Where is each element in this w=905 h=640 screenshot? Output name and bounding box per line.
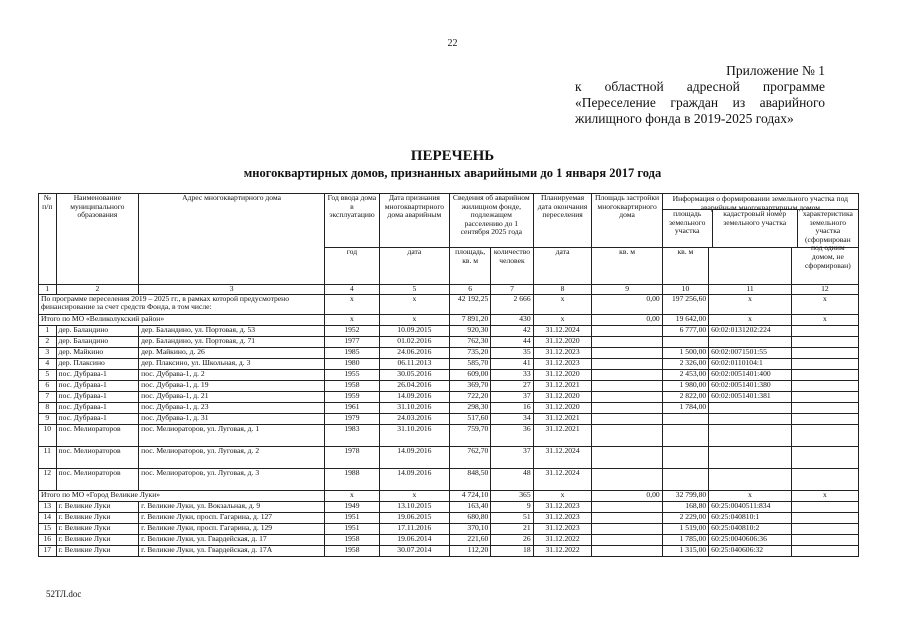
cell-year: 1952 — [325, 325, 380, 336]
table-row — [39, 468, 859, 490]
housing-table — [38, 193, 859, 557]
cell-mun: г. Великие Луки — [56, 523, 139, 534]
cell-cad: 60:25:040606:32 — [709, 545, 792, 556]
cell-year: 1983 — [325, 424, 380, 446]
header-cadastral: кадастровый номер земельного участка — [713, 210, 798, 247]
group-total-area: 7 891,20 — [450, 314, 491, 325]
cell-char — [791, 336, 858, 347]
group-total-year: х — [325, 490, 380, 501]
column-number: 9 — [592, 285, 662, 295]
group-total-build-area: 0,00 — [592, 314, 662, 325]
group-total-planned: х — [533, 490, 592, 501]
cell-planned: 31.12.2021 — [533, 413, 592, 424]
appendix-line-4: жилищного фонда в 2019-2025 годах» — [575, 111, 794, 126]
cell-char — [791, 523, 858, 534]
program-total-char: х — [791, 294, 858, 314]
cell-date: 30.07.2014 — [379, 545, 449, 556]
program-total-label: По программе переселения 2019 – 2025 гг., в рамках которой предусмотрено финансирование за счет средств Фонда, в том числе: — [39, 294, 325, 314]
cell-cad: 60:25:0040511:834 — [709, 501, 792, 512]
program-total-build-area: 0,00 — [592, 294, 662, 314]
cell-mun: г. Великие Луки — [56, 534, 139, 545]
cell-people: 35 — [491, 347, 533, 358]
cell-people: 37 — [491, 391, 533, 402]
appendix-block — [575, 63, 825, 127]
header-municipality: Наименование муниципального образования — [56, 194, 139, 285]
cell-num: 6 — [39, 380, 57, 391]
column-number: 10 — [662, 285, 708, 295]
program-total — [39, 294, 859, 314]
table-row — [39, 380, 859, 391]
cell-year: 1959 — [325, 391, 380, 402]
program-total-planned: х — [533, 294, 592, 314]
cell-mun: пос. Мелиораторов — [56, 468, 139, 490]
cell-addr: г. Великие Луки, ул. Гвардейская, д. 17 — [139, 534, 325, 545]
cell-cad — [709, 424, 792, 446]
header-recognized: Дата признания многоквартирного дома аварийным — [379, 194, 449, 248]
cell-char — [791, 424, 858, 446]
header-address: Адрес многоквартирного дома — [139, 194, 325, 285]
table-row — [39, 545, 859, 556]
group-total-cadastral: х — [709, 490, 792, 501]
cell-planned: 31.12.2020 — [533, 402, 592, 413]
cell-bld — [592, 512, 662, 523]
table-row — [39, 347, 859, 358]
cell-addr: пос. Дубрава-1, д. 21 — [139, 391, 325, 402]
cell-num: 2 — [39, 336, 57, 347]
cell-area: 762,70 — [450, 446, 491, 468]
cell-mun: пос. Дубрава-1 — [56, 369, 139, 380]
cell-char — [791, 501, 858, 512]
cell-land: 1 500,00 — [662, 347, 708, 358]
cell-area: 517,60 — [450, 413, 491, 424]
cell-cad: 60:25:040810:1 — [709, 512, 792, 523]
cell-addr: г. Великие Луки, ул. Гвардейская, д. 17А — [139, 545, 325, 556]
cell-mun: г. Великие Луки — [56, 512, 139, 523]
cell-people: 18 — [491, 545, 533, 556]
header-empty-cadastral — [709, 248, 792, 285]
header-land-info-title: Информация о формировании земельного участка под аварийным многоквартирным домом — [663, 194, 858, 210]
cell-land — [662, 446, 708, 468]
cell-char — [791, 545, 858, 556]
cell-bld — [592, 534, 662, 545]
cell-year: 1951 — [325, 523, 380, 534]
cell-char — [791, 325, 858, 336]
cell-area: 680,80 — [450, 512, 491, 523]
cell-land: 6 777,00 — [662, 325, 708, 336]
group-total-date: х — [379, 490, 449, 501]
cell-bld — [592, 325, 662, 336]
header-unit-sqm-1: кв. м — [592, 248, 662, 285]
cell-planned: 31.12.2023 — [533, 512, 592, 523]
cell-num: 13 — [39, 501, 57, 512]
page-number: 22 — [447, 38, 458, 49]
cell-char — [791, 358, 858, 369]
cell-planned: 31.12.2021 — [533, 424, 592, 446]
cell-area: 370,10 — [450, 523, 491, 534]
cell-planned: 31.12.2024 — [533, 325, 592, 336]
cell-land: 1 784,00 — [662, 402, 708, 413]
footer-filename: 52ТЛ.doc — [46, 589, 82, 599]
cell-mun: дер. Баландино — [56, 325, 139, 336]
cell-cad: 60:25:0040606:36 — [709, 534, 792, 545]
cell-people: 42 — [491, 325, 533, 336]
cell-bld — [592, 380, 662, 391]
column-number: 12 — [791, 285, 858, 295]
cell-mun: г. Великие Луки — [56, 545, 139, 556]
cell-year: 1958 — [325, 545, 380, 556]
cell-bld — [592, 347, 662, 358]
group-total — [39, 314, 859, 325]
header-unit-date-2: дата — [533, 248, 592, 285]
cell-date: 01.02.2016 — [379, 336, 449, 347]
cell-addr: пос. Дубрава-1, д. 19 — [139, 380, 325, 391]
cell-char — [791, 347, 858, 358]
cell-bld — [592, 391, 662, 402]
cell-planned: 31.12.2024 — [533, 468, 592, 490]
cell-land: 2 229,00 — [662, 512, 708, 523]
cell-land — [662, 413, 708, 424]
cell-year: 1949 — [325, 501, 380, 512]
cell-planned: 31.12.2023 — [533, 358, 592, 369]
table-row — [39, 369, 859, 380]
cell-year: 1955 — [325, 369, 380, 380]
cell-date: 13.10.2015 — [379, 501, 449, 512]
cell-bld — [592, 446, 662, 468]
cell-year: 1951 — [325, 512, 380, 523]
cell-char — [791, 534, 858, 545]
group-total-char: х — [791, 490, 858, 501]
cell-area: 221,60 — [450, 534, 491, 545]
cell-planned: 31.12.2023 — [533, 523, 592, 534]
cell-addr: г. Великие Луки, просп. Гагарина, д. 129 — [139, 523, 325, 534]
column-number: 7 — [491, 285, 533, 295]
header-fund-area: площадь, кв. м — [450, 248, 491, 285]
cell-addr: пос. Мелиораторов, ул. Луговая, д. 1 — [139, 424, 325, 446]
table-row — [39, 512, 859, 523]
cell-land: 1 980,00 — [662, 380, 708, 391]
cell-land — [662, 468, 708, 490]
cell-people: 36 — [491, 424, 533, 446]
cell-bld — [592, 336, 662, 347]
cell-addr: дер. Майкино, д. 26 — [139, 347, 325, 358]
cell-mun: пос. Мелиораторов — [56, 424, 139, 446]
cell-addr: пос. Дубрава-1, д. 23 — [139, 402, 325, 413]
table-row — [39, 336, 859, 347]
document-subtitle: многоквартирных домов, признанных аварийными до 1 января 2017 года — [243, 166, 662, 180]
cell-num: 8 — [39, 402, 57, 413]
group-total-label: Итого по МО «Великолукский район» — [39, 314, 325, 325]
column-number: 4 — [325, 285, 380, 295]
cell-bld — [592, 402, 662, 413]
column-number-row — [39, 285, 859, 295]
cell-bld — [592, 523, 662, 534]
cell-num: 15 — [39, 523, 57, 534]
cell-num: 11 — [39, 446, 57, 468]
cell-year: 1985 — [325, 347, 380, 358]
table-row — [39, 413, 859, 424]
cell-mun: пос. Дубрава-1 — [56, 380, 139, 391]
appendix-line-3: «Переселение граждан из аварийного — [575, 95, 825, 110]
cell-addr: пос. Мелиораторов, ул. Луговая, д. 2 — [139, 446, 325, 468]
cell-date: 10.09.2015 — [379, 325, 449, 336]
cell-cad: 60:02:0051401:380 — [709, 380, 792, 391]
header-land-char: характеристика земельного участка (сформирован под одним домом, не сформирован) — [802, 209, 853, 270]
cell-addr: дер. Баландино, ул. Портовая, д. 71 — [139, 336, 325, 347]
cell-people: 41 — [491, 358, 533, 369]
group-total-land-area: 19 642,00 — [662, 314, 708, 325]
cell-people: 33 — [491, 369, 533, 380]
cell-land: 2 326,00 — [662, 358, 708, 369]
cell-num: 1 — [39, 325, 57, 336]
cell-date: 24.03.2016 — [379, 413, 449, 424]
cell-people: 9 — [491, 501, 533, 512]
header-num: № п/п — [39, 194, 57, 285]
column-number: 2 — [56, 285, 139, 295]
program-total-cadastral: х — [709, 294, 792, 314]
cell-planned: 31.12.2020 — [533, 369, 592, 380]
cell-year: 1978 — [325, 446, 380, 468]
table-row — [39, 358, 859, 369]
cell-area: 112,20 — [450, 545, 491, 556]
group-total-land-area: 32 799,80 — [662, 490, 708, 501]
group-total-build-area: 0,00 — [592, 490, 662, 501]
cell-num: 7 — [39, 391, 57, 402]
cell-area: 735,20 — [450, 347, 491, 358]
cell-planned: 31.12.2024 — [533, 446, 592, 468]
table-row — [39, 325, 859, 336]
header-land-area: площадь земельного участка — [663, 210, 713, 247]
appendix-line-2: к областной адресной программе — [575, 79, 825, 94]
cell-people: 44 — [491, 336, 533, 347]
cell-date: 31.10.2016 — [379, 424, 449, 446]
header-planned-end: Планируемая дата окончания переселения — [533, 194, 592, 248]
cell-date: 17.11.2016 — [379, 523, 449, 534]
cell-mun: дер. Майкино — [56, 347, 139, 358]
cell-num: 17 — [39, 545, 57, 556]
cell-planned: 31.12.2021 — [533, 380, 592, 391]
cell-area: 762,30 — [450, 336, 491, 347]
cell-people: 26 — [491, 534, 533, 545]
cell-cad — [709, 468, 792, 490]
cell-date: 24.06.2016 — [379, 347, 449, 358]
cell-people: 37 — [491, 446, 533, 468]
cell-bld — [592, 545, 662, 556]
cell-area: 609,00 — [450, 369, 491, 380]
cell-people: 16 — [491, 402, 533, 413]
cell-num: 16 — [39, 534, 57, 545]
header-unit-sqm-2: кв. м — [662, 248, 708, 285]
table-row — [39, 534, 859, 545]
cell-cad — [709, 336, 792, 347]
appendix-line-1: Приложение № 1 — [726, 63, 825, 78]
cell-mun: пос. Мелиораторов — [56, 446, 139, 468]
group-total-area: 4 724,10 — [450, 490, 491, 501]
column-number: 5 — [379, 285, 449, 295]
column-number: 11 — [709, 285, 792, 295]
cell-year: 1961 — [325, 402, 380, 413]
cell-date: 06.11.2013 — [379, 358, 449, 369]
cell-addr: пос. Мелиораторов, ул. Луговая, д. 3 — [139, 468, 325, 490]
cell-num: 10 — [39, 424, 57, 446]
cell-date: 19.06.2014 — [379, 534, 449, 545]
column-number: 6 — [450, 285, 491, 295]
cell-land: 168,80 — [662, 501, 708, 512]
cell-cad — [709, 446, 792, 468]
header-unit-date-1: дата — [379, 248, 449, 285]
cell-addr: дер. Баландино, ул. Портовая, д. 53 — [139, 325, 325, 336]
column-number: 3 — [139, 285, 325, 295]
cell-num: 4 — [39, 358, 57, 369]
cell-planned: 31.12.2020 — [533, 336, 592, 347]
cell-cad — [709, 402, 792, 413]
cell-people: 34 — [491, 413, 533, 424]
cell-char — [791, 512, 858, 523]
header-unit-year: год — [325, 248, 380, 285]
cell-char — [791, 391, 858, 402]
cell-area: 722,20 — [450, 391, 491, 402]
cell-bld — [592, 369, 662, 380]
cell-year: 1988 — [325, 468, 380, 490]
cell-date: 31.10.2016 — [379, 402, 449, 413]
cell-land — [662, 424, 708, 446]
cell-people: 51 — [491, 512, 533, 523]
cell-cad: 60:02:0051401:381 — [709, 391, 792, 402]
cell-num: 3 — [39, 347, 57, 358]
cell-planned: 31.12.2023 — [533, 347, 592, 358]
table-row — [39, 501, 859, 512]
cell-area: 163,40 — [450, 501, 491, 512]
cell-addr: пос. Дубрава-1, д. 31 — [139, 413, 325, 424]
cell-planned: 31.12.2022 — [533, 534, 592, 545]
header-fund-people: количество человек — [491, 248, 533, 285]
cell-land: 1 315,00 — [662, 545, 708, 556]
cell-mun: пос. Дубрава-1 — [56, 413, 139, 424]
cell-mun: дер. Баландино — [56, 336, 139, 347]
cell-land: 1 785,00 — [662, 534, 708, 545]
cell-addr: пос. Дубрава-1, д. 2 — [139, 369, 325, 380]
program-total-people: 2 666 — [491, 294, 533, 314]
cell-area: 369,70 — [450, 380, 491, 391]
cell-area: 920,30 — [450, 325, 491, 336]
cell-cad: 60:02:0051401:400 — [709, 369, 792, 380]
cell-cad: 60:02:0110104:1 — [709, 358, 792, 369]
program-total-date: х — [379, 294, 449, 314]
cell-bld — [592, 424, 662, 446]
cell-char — [791, 413, 858, 424]
document-title: ПЕРЕЧЕНЬ — [410, 148, 495, 164]
cell-cad: 60:02:0071501:55 — [709, 347, 792, 358]
cell-area: 848,50 — [450, 468, 491, 490]
cell-date: 14.09.2016 — [379, 391, 449, 402]
cell-area: 759,70 — [450, 424, 491, 446]
cell-num: 14 — [39, 512, 57, 523]
cell-cad: 60:25:040810:2 — [709, 523, 792, 534]
cell-area: 298,30 — [450, 402, 491, 413]
table-row — [39, 391, 859, 402]
header-row-1 — [39, 194, 859, 248]
cell-bld — [592, 468, 662, 490]
cell-year: 1958 — [325, 534, 380, 545]
cell-planned: 31.12.2022 — [533, 545, 592, 556]
cell-mun: пос. Дубрава-1 — [56, 391, 139, 402]
group-total-planned: х — [533, 314, 592, 325]
cell-addr: г. Великие Луки, ул. Вокзальная, д. 9 — [139, 501, 325, 512]
cell-land: 2 453,00 — [662, 369, 708, 380]
cell-addr: дер. Плаксино, ул. Школьная, д. 3 — [139, 358, 325, 369]
cell-mun: дер. Плаксино — [56, 358, 139, 369]
table-row — [39, 523, 859, 534]
group-total-year: х — [325, 314, 380, 325]
cell-char — [791, 369, 858, 380]
cell-date: 14.09.2016 — [379, 468, 449, 490]
cell-date: 30.05.2016 — [379, 369, 449, 380]
cell-area: 585,70 — [450, 358, 491, 369]
cell-mun: г. Великие Луки — [56, 501, 139, 512]
program-total-area: 42 192,25 — [450, 294, 491, 314]
cell-people: 21 — [491, 523, 533, 534]
cell-char — [791, 402, 858, 413]
cell-bld — [592, 413, 662, 424]
cell-addr: г. Великие Луки, просп. Гагарина, д. 127 — [139, 512, 325, 523]
cell-cad — [709, 413, 792, 424]
cell-bld — [592, 501, 662, 512]
program-total-land-area: 197 256,60 — [662, 294, 708, 314]
cell-land — [662, 336, 708, 347]
cell-bld — [592, 358, 662, 369]
cell-num: 12 — [39, 468, 57, 490]
cell-date: 26.04.2016 — [379, 380, 449, 391]
program-total-year: х — [325, 294, 380, 314]
cell-num: 5 — [39, 369, 57, 380]
header-fund-info: Сведения об аварийном жилищном фонде, подлежащем расселению до 1 сентября 2025 года — [450, 194, 534, 248]
group-total-people: 430 — [491, 314, 533, 325]
cell-land: 1 519,00 — [662, 523, 708, 534]
cell-people: 48 — [491, 468, 533, 490]
cell-char — [791, 468, 858, 490]
group-total-date: х — [379, 314, 449, 325]
cell-date: 19.06.2015 — [379, 512, 449, 523]
cell-year: 1977 — [325, 336, 380, 347]
cell-land: 2 822,00 — [662, 391, 708, 402]
cell-year: 1979 — [325, 413, 380, 424]
header-building-area: Площадь застройки многоквартирного дома — [592, 194, 662, 248]
cell-year: 1958 — [325, 380, 380, 391]
cell-planned: 31.12.2023 — [533, 501, 592, 512]
cell-people: 27 — [491, 380, 533, 391]
cell-num: 9 — [39, 413, 57, 424]
cell-char — [791, 380, 858, 391]
cell-year: 1980 — [325, 358, 380, 369]
table-row — [39, 446, 859, 468]
cell-planned: 31.12.2020 — [533, 391, 592, 402]
cell-mun: пос. Дубрава-1 — [56, 402, 139, 413]
header-year-built: Год ввода дома в эксплуатацию — [325, 194, 380, 248]
cell-cad: 60:02:0131202:224 — [709, 325, 792, 336]
table-row — [39, 424, 859, 446]
group-total-char: х — [791, 314, 858, 325]
group-total-cadastral: х — [709, 314, 792, 325]
table-row — [39, 402, 859, 413]
group-total — [39, 490, 859, 501]
column-number: 1 — [39, 285, 57, 295]
cell-date: 14.09.2016 — [379, 446, 449, 468]
group-total-people: 365 — [491, 490, 533, 501]
cell-char — [791, 446, 858, 468]
column-number: 8 — [533, 285, 592, 295]
group-total-label: Итого по МО «Город Великие Луки» — [39, 490, 325, 501]
